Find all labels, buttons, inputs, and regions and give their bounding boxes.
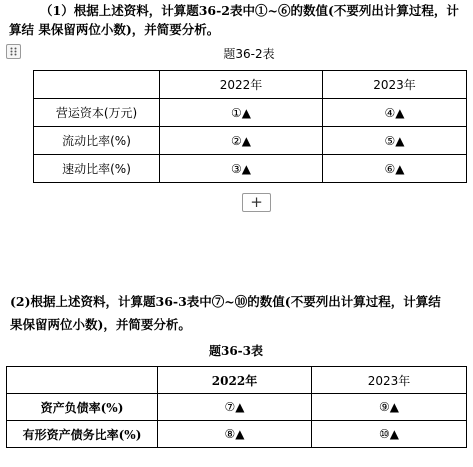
cell-value[interactable]: ②▲ (160, 127, 323, 155)
table-row (34, 155, 467, 183)
header-cell-empty[interactable] (34, 71, 160, 99)
plus-icon: + (250, 193, 263, 211)
row-label-quick-ratio[interactable]: 速动比率(%) (34, 155, 160, 183)
add-row-button[interactable] (242, 193, 271, 212)
row-label-working-capital[interactable]: 营运资本(万元) (34, 99, 160, 127)
table-36-3 (6, 366, 467, 448)
question-1-text-line-2: 算结 果保留两位小数)，并简要分析。 (9, 22, 220, 37)
cell-value[interactable]: ④▲ (323, 99, 467, 127)
header-cell-2022[interactable]: 2022年 (160, 71, 323, 99)
cell-value[interactable]: ①▲ (160, 99, 323, 127)
row-label-tangible-debt-ratio[interactable]: 有形资产债务比率(%) (7, 421, 158, 448)
table-1-caption: 题36-2表 (223, 47, 275, 61)
cell-value[interactable]: ⑨▲ (312, 394, 467, 421)
table-header-row (7, 367, 467, 394)
question-2-text-line-1: (2)根据上述资料，计算题36-3表中⑦~⑩的数值(不要列出计算过程，计算结 (10, 294, 441, 309)
header-cell-2023[interactable]: 2023年 (323, 71, 467, 99)
table-row (34, 99, 467, 127)
table-header-row (34, 71, 467, 99)
header-cell-2023[interactable]: 2023年 (312, 367, 467, 394)
row-label-debt-ratio[interactable]: 资产负债率(%) (7, 394, 158, 421)
question-2-text-line-2: 果保留两位小数)，并简要分析。 (10, 317, 191, 332)
header-cell-2022[interactable]: 2022年 (158, 367, 312, 394)
table-2-caption: 题36-3表 (208, 344, 264, 358)
drag-handle-icon (10, 47, 17, 56)
table-36-2 (33, 70, 467, 183)
cell-value[interactable]: ⑩▲ (312, 421, 467, 448)
cell-value[interactable]: ⑧▲ (158, 421, 312, 448)
table-drag-handle[interactable] (6, 44, 21, 59)
question-1-text-line-1: （1）根据上述资料，计算题36-2表中①~⑥的数值(不要列出计算过程，计 (40, 3, 459, 18)
table-row (7, 421, 467, 448)
row-label-current-ratio[interactable]: 流动比率(%) (34, 127, 160, 155)
table-row (7, 394, 467, 421)
cell-value[interactable]: ⑤▲ (323, 127, 467, 155)
header-cell-empty[interactable] (7, 367, 158, 394)
table-row (34, 127, 467, 155)
cell-value[interactable]: ③▲ (160, 155, 323, 183)
cell-value[interactable]: ⑦▲ (158, 394, 312, 421)
cell-value[interactable]: ⑥▲ (323, 155, 467, 183)
